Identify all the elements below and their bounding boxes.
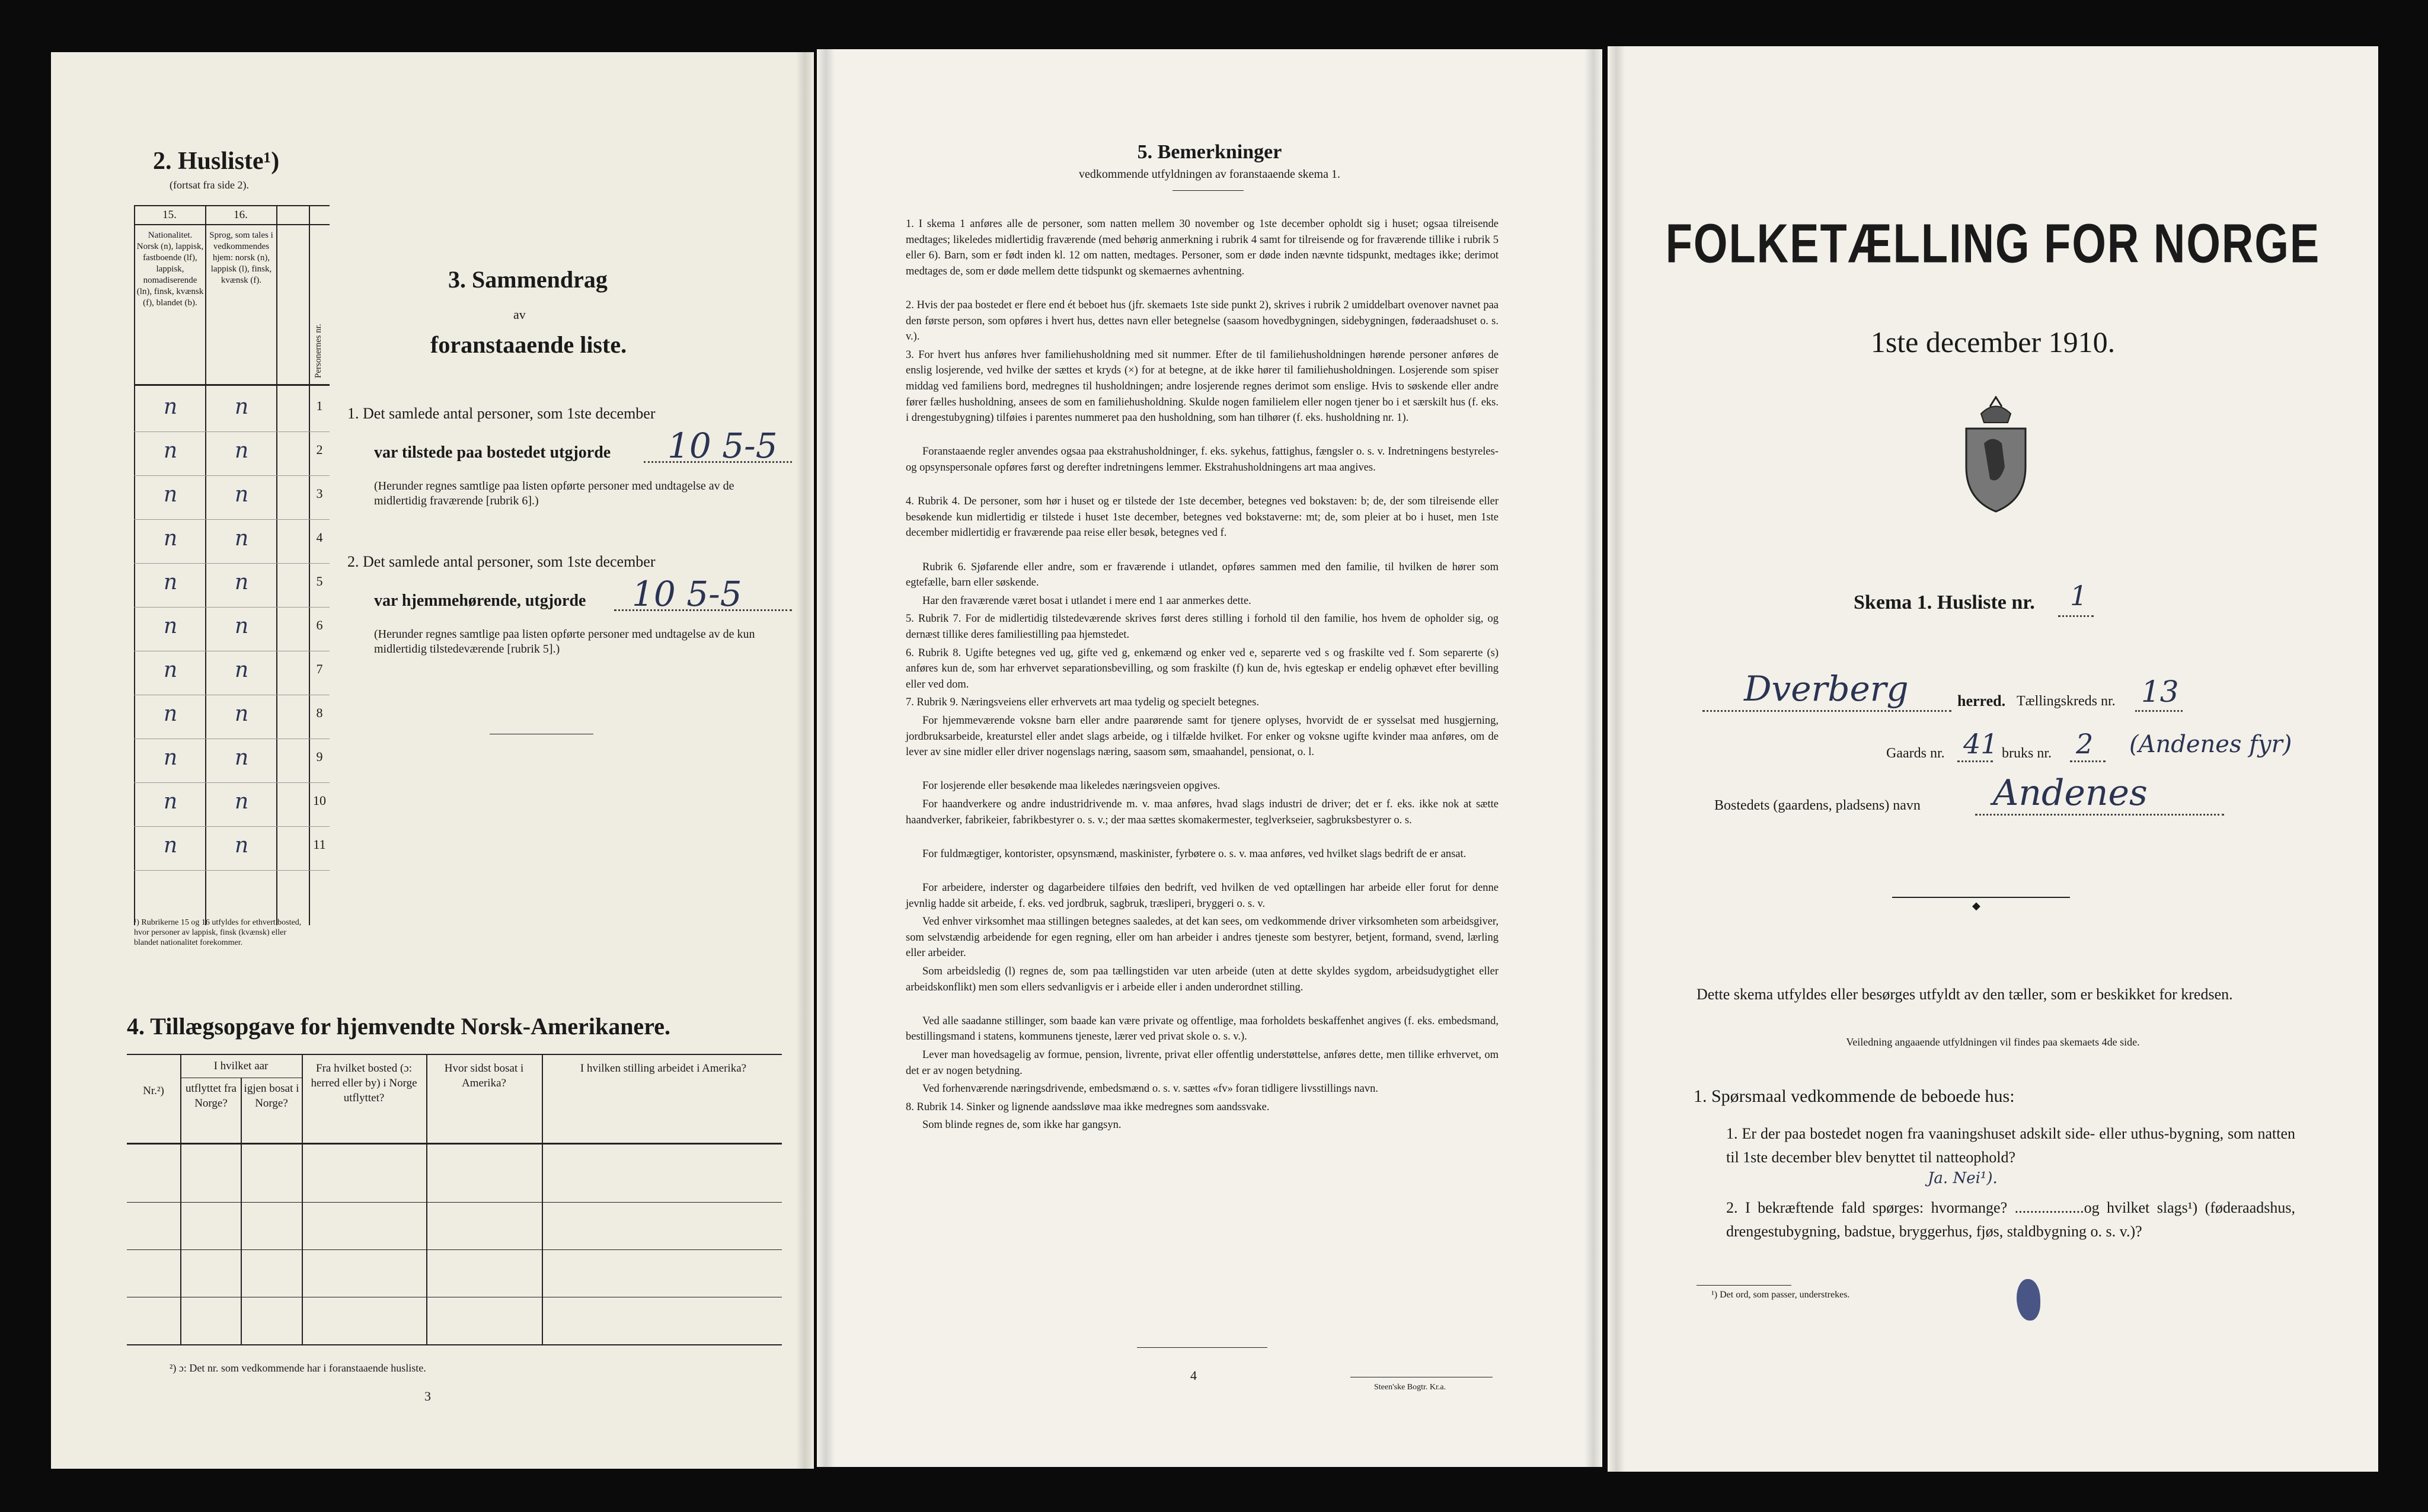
s2-label: var hjemmehørende, utgjorde bbox=[374, 592, 586, 610]
husliste-col16-value: n bbox=[235, 702, 249, 726]
remark-paragraph: 5. Rubrik 7. For de midlertidig tilstedeværende skrives først deres stilling i forhold til den familie, hos hvem de opholder sig, og dernæst tillike deres familiestilling paa hjemstedet. bbox=[906, 613, 1499, 641]
skema-label: Skema 1. Husliste nr. bbox=[1854, 592, 2035, 613]
husliste-row-number: 6 bbox=[316, 618, 323, 632]
husliste-table bbox=[134, 200, 330, 941]
remark-paragraph: Ved forhenværende næringsdrivende, embedsmænd o. s. v. sættes «fv» foran tidligere livsstillings navn. bbox=[922, 1083, 1379, 1095]
husliste-col15-value: n bbox=[164, 439, 178, 463]
husliste-col16-value: n bbox=[235, 833, 249, 858]
bruks-extra: (Andenes fyr) bbox=[2129, 731, 2292, 758]
bosted-value: Andenes bbox=[1993, 772, 2148, 814]
husliste-title: 2. Husliste¹) bbox=[153, 148, 280, 175]
sammendrag-subtitle: foranstaaende liste. bbox=[430, 331, 627, 358]
middle-page bbox=[817, 49, 1602, 1467]
husliste-col15-value: n bbox=[164, 789, 178, 814]
questions-title: 1. Spørsmaal vedkommende de beboede hus: bbox=[1694, 1086, 2015, 1106]
husliste-row-number: 8 bbox=[316, 705, 323, 720]
remark-paragraph: 8. Rubrik 14. Sinker og lignende aandssløve maa ikke medregnes som aandssvake. bbox=[906, 1101, 1270, 1113]
col15-number: 15. bbox=[162, 209, 177, 221]
kreds-label: Tællingskreds nr. bbox=[2017, 693, 2116, 709]
bemerkninger-subtitle: vedkommende utfyldningen av foranstaaende skema 1. bbox=[1079, 168, 1340, 181]
right-footnote: ¹) Det ord, som passer, understrekes. bbox=[1711, 1290, 1850, 1300]
tillaeg-header-bosted: Fra hvilket bosted (ɔ: herred eller by) i Norge utflyttet? bbox=[311, 1062, 417, 1104]
husliste-row-line bbox=[134, 826, 330, 827]
husliste-row-number: 3 bbox=[316, 486, 323, 501]
husliste-col16-value: n bbox=[235, 526, 249, 551]
remark-paragraph: 3. For hvert hus anføres hver familiehusholdning med sit nummer. Efter de til familiehusholdningen hørende personer anføres de enslig losjerende, ved hvilke der sættes et kryds (×) for at betegne, at de ikke hører til familiehusholdningen. Losjerende som spiser middag ved familiens bord, medregnes til husholdningen; andre losjerende regnes derimot som enslige. Hvis to søskende eller andre fører fælles husholdning, ansees de som en familiehusholdning. Skulde nogen familielem eller nogen tjener bo i et særskilt hus (f. eks. i drengestubygning) tilføies i parentes nummeret paa den husholdning, som han tilhører (f. eks. husholdning nr. 1). bbox=[906, 349, 1499, 424]
remark-paragraph: For fuldmægtiger, kontorister, opsynsmænd, maskinister, fyrbøtere o. s. v. maa anføres, ved hvilket slags bedrift de er ansat. bbox=[922, 848, 1467, 860]
question-1: 1. Er der paa bostedet nogen fra vaaningshuset adskilt side- eller uthus-bygning, som natten til 1ste december blev benyttet til natteophold? bbox=[1726, 1125, 2295, 1166]
husliste-col16-value: n bbox=[235, 614, 249, 638]
bruks-value: 2 bbox=[2076, 728, 2094, 760]
tillaeg-header-nr: Nr.²) bbox=[143, 1085, 164, 1097]
s2-value: 10 5-5 bbox=[632, 574, 742, 614]
coat-of-arms-icon bbox=[1957, 396, 2034, 514]
husliste-col15-value: n bbox=[164, 526, 178, 551]
remark-paragraph: 6. Rubrik 8. Ugifte betegnes ved ug, gifte ved g, enkemænd og enker ved e, separerte ved s og fraskilte ved f. Som separerte (s) anføres kun de, som har erhvervet separationsbevilling, og som fraskilte (f) kun de, hvis egteskap er endelig ophævet efter bevilling eller ved dom. bbox=[906, 647, 1499, 691]
husliste-row-number: 10 bbox=[313, 793, 326, 808]
husliste-footnote: ¹) Rubrikerne 15 og 16 utfyldes for ethvert bosted, hvor personer av lappisk, finsk (kvænsk) eller blandet nationalitet forekommer. bbox=[134, 918, 302, 947]
husliste-row-line bbox=[134, 782, 330, 783]
remark-paragraph: For arbeidere, inderster og dagarbeidere tilføies den bedrift, ved hvilken de ved optællingen har arbeide eller forut for denne jevnlig hadde sit arbeide, f. eks. ved jordbruk, sagbruk, træsliperi, bryggeri o. s. v. bbox=[906, 882, 1499, 910]
husliste-col16-value: n bbox=[235, 746, 249, 770]
remark-paragraph: 4. Rubrik 4. De personer, som hør i huset og er tilstede der 1ste december, betegnes ved bokstaven: b; de, der som tilreisende eller besøkende kun midlertidig er tilstede i huset 1ste december, betegnes ved bokstaverne: mt; de, som pleier at bo i huset, men 1ste december midlertidig er fraværende paa reise eller besøk, betegnes ved f. bbox=[906, 496, 1499, 539]
husliste-col15-value: n bbox=[164, 570, 178, 594]
remark-paragraph: Ved enhver virksomhet maa stillingen betegnes saaledes, at det kan sees, om vedkommende driver virksomheten som arbeidsgiver, som selvstændig arbeidende for egen regning, eller om han arbeider i andres tjeneste som bestyrer, betjent, formand, svend, lærling eller arbeider. bbox=[906, 916, 1499, 960]
remark-paragraph: Har den fraværende været bosat i utlandet i mere end 1 aar anmerkes dette. bbox=[922, 594, 1251, 607]
husliste-row-line bbox=[134, 607, 330, 608]
skema-number: 1 bbox=[2070, 580, 2088, 612]
remark-paragraph: Foranstaaende regler anvendes ogsaa paa ekstrahusholdninger, f. eks. sykehus, fattighus, fængsler o. s. v. Indretningens bestyreles- og opsynspersonale opføres først og derefter indretningens lemmer. Ekstrahusholdningens art maa angives. bbox=[906, 446, 1499, 474]
left-page-number: 3 bbox=[424, 1389, 431, 1404]
tillaeg-header-bosat: igjen bosat i Norge? bbox=[244, 1082, 299, 1110]
remark-paragraph: Rubrik 6. Sjøfarende eller andre, som er fraværende i utlandet, opføres sammen med den familie, til hvilken de hører som egtefælle, barn eller søskende. bbox=[906, 561, 1499, 589]
left-page bbox=[51, 52, 814, 1469]
husliste-col15-value: n bbox=[164, 658, 178, 682]
husliste-row-number: 7 bbox=[316, 661, 323, 676]
sammendrag-title: 3. Sammendrag bbox=[448, 266, 608, 293]
husliste-col16-value: n bbox=[235, 658, 249, 682]
persons-number-header: Personernes nr. bbox=[314, 324, 323, 378]
husliste-col15-value: n bbox=[164, 395, 178, 419]
husliste-col15-value: n bbox=[164, 746, 178, 770]
right-page bbox=[1608, 46, 2378, 1472]
tillaeg-header-amerika: Hvor sidst bosat i Amerika? bbox=[444, 1062, 524, 1089]
printer-mark: Steen'ske Bogtr. Kr.a. bbox=[1374, 1383, 1446, 1392]
tillaeg-title: 4. Tillægsopgave for hjemvendte Norsk-Amerikanere. bbox=[127, 1013, 670, 1040]
husliste-col16-value: n bbox=[235, 439, 249, 463]
remark-paragraph: For losjerende eller besøkende maa likeledes næringsveien opgives. bbox=[922, 780, 1221, 792]
husliste-row-number: 2 bbox=[316, 442, 323, 457]
col16-header: Sprog, som tales i vedkommendes hjem: norsk (n), lappisk (l), finsk, kvænsk (f). bbox=[209, 231, 273, 285]
husliste-row-number: 9 bbox=[316, 749, 323, 764]
s2-note: (Herunder regnes samtlige paa listen opførte personer med undtagelse av de kun midlertidig tilstedeværende [rubrik 5].) bbox=[374, 628, 755, 656]
remark-paragraph: 1. I skema 1 anføres alle de personer, som natten mellem 30 november og 1ste december opholdt sig i huset; ogsaa tilreisende medtages; likeledes midlertidig fraværende (med behørig anmerkning i rubrik 4 samt for tilreisende og for fraværende tillike i rubrik 5 eller 6). Barn, som er født inden kl. 12 om natten, medtages. Personer, som er døde inden nævnte tidspunkt, medtages ikke; derimot medtages de, som er døde mellem dette tidspunkt og skemaernes avhentning. bbox=[906, 218, 1499, 277]
husliste-col16-value: n bbox=[235, 570, 249, 594]
remark-paragraph: Som blinde regnes de, som ikke har gangsyn. bbox=[922, 1119, 1122, 1131]
tillaeg-table bbox=[127, 1054, 782, 1350]
s2-text: 2. Det samlede antal personer, som 1ste december bbox=[347, 553, 656, 570]
tillaeg-header-utflyttet: utflyttet fra Norge? bbox=[186, 1082, 237, 1110]
s1-note: (Herunder regnes samtlige paa listen opførte personer med undtagelse av de midlertidig fraværende [rubrik 6].) bbox=[374, 480, 734, 507]
question-2: 2. I bekræftende fald spørges: hvormange? ..................og hvilket slags¹) (føderaadshus, drengestubygning, badstue, bryggerhus, fjøs, staldbygning o. s. v.)? bbox=[1726, 1199, 2295, 1240]
remark-paragraph: Lever man hovedsagelig av formue, pension, livrente, privat eller offentlig understøttelse, anføres dette, men tillike erhvervet, om det er av nogen betydning. bbox=[906, 1049, 1499, 1077]
ornament-icon: ◆ bbox=[1972, 900, 1980, 912]
middle-page-number: 4 bbox=[1190, 1368, 1197, 1383]
col15-header: Nationalitet. Norsk (n), lappisk, fastboende (lf), lappisk, nomadiserende (ln), finsk, kvænsk (f), blandet (b). bbox=[136, 231, 204, 308]
gaards-value: 41 bbox=[1963, 728, 1998, 760]
remark-paragraph: For hjemmeværende voksne barn eller andre paarørende samt for tjenere oplyses, hvorvidt de er sysselsat med husgjerning, jordbruksarbeide, kreaturstel eller andet slags arbeide, og i tilfælde hvilket. For enker og voksne ugifte kvinder maa anføres, om de lever av sine midler eller driver nogenslags næring, saasom søm, smaahandel, pensionat, o. l. bbox=[906, 715, 1499, 759]
husliste-col16-value: n bbox=[235, 482, 249, 507]
remark-paragraph: 2. Hvis der paa bostedet er flere end ét beboet hus (jfr. skemaets 1ste side punkt 2), skrives i rubrik 2 umiddelbart ovenover navnet paa den første person, som opføres i hvert hus, dettes navn eller betegnelse (saasom hovedbygningen, sidebygningen, føderaadshuset o. s. v.). bbox=[906, 299, 1499, 343]
gaards-label: Gaards nr. bbox=[1886, 746, 1945, 761]
s1-label: var tilstede paa bostedet utgjorde bbox=[374, 443, 611, 462]
tillaeg-header-year: I hvilket aar bbox=[213, 1060, 269, 1072]
veiledning: Veiledning angaaende utfyldningen vil findes paa skemaets 4de side. bbox=[1846, 1036, 2140, 1048]
herred-value: Dverberg bbox=[1744, 669, 1909, 709]
remark-paragraph: For haandverkere og andre industridrivende m. v. maa anføres, hvad slags industri de driver; det er f. eks. ikke nok at sætte haandverker, fabrikeier, fabrikbestyrer o. s. v.; der maa sættes skomakermester, teglverkseier, sagbruksbestyrer o. s. bbox=[906, 798, 1499, 826]
intro-text: Dette skema utfyldes eller besørges utfyldt av den tæller, som er beskikket for kredsen. bbox=[1697, 986, 2233, 1003]
s1-text: 1. Det samlede antal personer, som 1ste december bbox=[347, 405, 656, 422]
husliste-col15-value: n bbox=[164, 833, 178, 858]
husliste-row-number: 5 bbox=[316, 574, 323, 589]
sammendrag-av: av bbox=[513, 307, 526, 322]
tillaeg-header-stilling: I hvilken stilling arbeidet i Amerika? bbox=[580, 1062, 747, 1075]
husliste-subtitle: (fortsat fra side 2). bbox=[170, 179, 249, 191]
husliste-col15-value: n bbox=[164, 614, 178, 638]
husliste-row-number: 11 bbox=[313, 837, 326, 852]
bosted-label: Bostedets (gaardens, pladsens) navn bbox=[1714, 798, 1921, 813]
husliste-row-line bbox=[134, 475, 330, 476]
remark-paragraph: 7. Rubrik 9. Næringsveiens eller erhvervets art maa tydelig og specielt betegnes. bbox=[906, 696, 1259, 709]
bruks-label: bruks nr. bbox=[2002, 746, 2052, 761]
bemerkninger-title: 5. Bemerkninger bbox=[1137, 141, 1282, 163]
ink-blot bbox=[2017, 1279, 2040, 1321]
husliste-row-line bbox=[134, 431, 330, 432]
husliste-col16-value: n bbox=[235, 395, 249, 419]
col16-number: 16. bbox=[234, 209, 248, 221]
husliste-row-number: 4 bbox=[316, 530, 323, 545]
remark-paragraph: Som arbeidsledig (l) regnes de, som paa tællingstiden var uten arbeide (uten at dette skyldes sygdom, arbeidsudygtighet eller arbeidskonflikt) men som ellers sedvanligvis er i arbeide eller i anden underordnet stilling. bbox=[906, 966, 1499, 993]
herred-label: herred. bbox=[1957, 692, 2006, 709]
tillaeg-footnote: ²) ɔ: Det nr. som vedkommende har i foranstaaende husliste. bbox=[170, 1362, 426, 1374]
census-date: 1ste december 1910. bbox=[1870, 325, 2116, 359]
husliste-row-line bbox=[134, 870, 330, 871]
husliste-row-line bbox=[134, 563, 330, 564]
husliste-col15-value: n bbox=[164, 702, 178, 726]
kreds-value: 13 bbox=[2141, 675, 2179, 709]
main-title: FOLKETÆLLING FOR NORGE bbox=[1665, 212, 2321, 274]
husliste-row-line bbox=[134, 519, 330, 520]
husliste-row-number: 1 bbox=[316, 398, 323, 413]
husliste-col16-value: n bbox=[235, 789, 249, 814]
question-1-answer: Ja. Nei¹). bbox=[1928, 1169, 1998, 1187]
s1-value: 10 5-5 bbox=[667, 426, 778, 466]
husliste-col15-value: n bbox=[164, 482, 178, 507]
remark-paragraph: Ved alle saadanne stillinger, som baade kan være private og offentlige, maa forholdets beskaffenhet angives (f. eks. embedsmand, bestillingsmand i statens, kommunens tjeneste, lærer ved privat skole o. s. v.). bbox=[906, 1015, 1499, 1043]
